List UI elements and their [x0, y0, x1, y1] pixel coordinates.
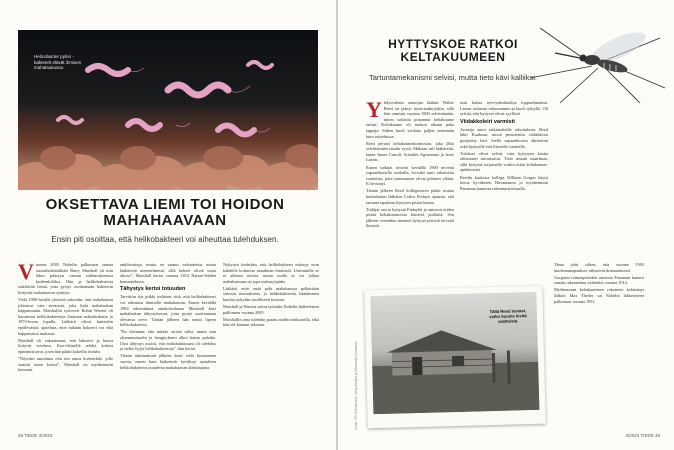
- paragraph: Tämän jälkeen Reed kollegoineen päätti testata kuubalaisen lääkärin Carlos Finlayn ajatusta, että tartunta tapahtuu hyttysen piston kautta.: [366, 188, 454, 205]
- paragraph: ässä hoitaa terveydenhuoltoa loppuelämänsä. Lazear sairastui vakavammin ja kuoli syksyllä. Oli selvää, että hyttyset olivat syyllisiä.: [460, 100, 548, 117]
- paragraph: uonna 2005 Nobelin palkinnon saanut australialaislääkäri Barry Marshall oli niin lähes pääsyyn omaan tutkimukseensa koehenkilöksi. Hän ja helikobakteeria sisältävää lientä, jotta pystyi osoittamaan bakteerin liittyvän mahahaavan syntyyn.: [18, 262, 113, 295]
- article-column-3: [554, 262, 644, 306]
- paragraph: Vielä 1980-luvulla yleisesti uskottiin, että mahahaavat johtuivat vain stressistä, joka lisää mahalaukun happamuutta. Marshallin työtoveri Robin Warren oli havainnut helikobakteereja ihmisten mahalaukusta jo 1970-luvun lopulla. Lääkärit olivat kuitenkin epäileväisiä: ajateltiin, ettei mikään bakteeri voi elää happamassa mahassa.: [18, 297, 113, 336]
- article-title: HYTTYSKOE RATKOI KELTAKUUMEEN: [388, 37, 518, 64]
- mosquito-illustration: [520, 8, 670, 108]
- page-folio: 3/2023 TIEDE 49: [625, 433, 660, 438]
- article-deck: Ensin piti osoittaa, että helikobakteeri voi aiheuttaa tulehduksen.: [51, 235, 279, 244]
- section-subheading: Tähystys kertoi totuuden: [120, 286, 186, 293]
- bacteria-illustration: [18, 30, 318, 190]
- article-column-3: [223, 262, 319, 330]
- section-subheading: Viidakkoleiri varmisti: [460, 118, 515, 125]
- paragraph: ”Nöyrästi sanottuna olin itse ainoa koehenkilö, jolle saatoin asian kertoa”, Marshall on myöhemmin kertonut.: [18, 356, 113, 373]
- photo-caption: Tällä Reed testasi, voiko kuume levitä vaatteista.: [489, 308, 527, 324]
- paragraph: Lääkärit eivät enää pidä mahahaavaa pelkästään stressin seurauksena, ja helikobakteerin häätäminen kuuluu nykyään tavalliseen hoitoon.: [223, 285, 319, 303]
- paragraph: Marshall ja Warren saivat työstään Nobelin lääketieteen palkinnon vuonna 2005.: [223, 304, 319, 315]
- paragraph: Nykyisin tiedetään, että helikobakteeri esiintyy noin kahdella kolmesta maailman ihmisistä. Useimmille se ei aiheuta oireita, mutta osalla se voi johtaa mahahaavaan tai jopa mahasyöpään.: [223, 262, 319, 284]
- paragraph: Reed perusti keltakuumekomission, joka lähti selvittämään taudin syytä. Mukaan tuli lääkäreitä, kuten James Carroll, Aristides Agramonte ja Jesse Lazear.: [366, 140, 454, 163]
- historical-photo: [364, 286, 546, 429]
- paragraph: Gorgasin toimenpiteiden ansiosta Panaman kanava saatiin rakennettua valmiiksi vuonna 1914.: [554, 274, 644, 286]
- paragraph: Tämän tutkimuksen jälkeen kesti vielä kymmenen vuotta, ennen kuin lääketiede hyväksyi ajatuksen helikobakteerin osuudesta mahahaavan aiheuttajana.: [120, 353, 216, 370]
- paragraph: Armeija antoi tutkimuksille rahoituksen. Reed lähti Kuubaan, missä perustettiin viidakkoon pystytetty leiri. Siellä vapaaehtoisia altistettiin sekä hyttysille että likaisille vaatteille.: [460, 126, 548, 149]
- paragraph: Tulokset olivat selvät: vain hyttysten kautta altistuneet sairastuivat. Tieto muutti maailmaa, sillä hyttysiä torjumalla voitiin estää keltakuume-epidemioita.: [460, 150, 548, 173]
- left-page: [0, 0, 336, 450]
- article-column-1: [18, 259, 113, 374]
- paragraph: Tarvittiin siis piikki todisteet siitä, että helikobakteeri voi aiheuttaa ihmiselle mahahaavan. Ennen keväällä 1984 tekemäänsä omakokeiluaan Marshall kävi mahalaukun tähystyksessä, jotta pystyi osoittamaan olevansa terve. Tämän jälkeen hän nautti lipeyn helikobakteeria.: [120, 294, 216, 328]
- article-deck: Tartuntamekanismi selvisi, mutta tieto kävi kalliiksi.: [369, 73, 537, 82]
- paragraph: Marshallin oma tulehdus parani antibioottikuurilla, eikä hän ole katunut tekoaan.: [223, 316, 319, 328]
- article-title: OKSETTAVA LIEMI TOI HOIDON MAHAHAAVAAN: [45, 196, 285, 229]
- paragraph: Tutkijat saivat hyttysiä Finlayltä ja antoivat niiden pistää keltakuumeesta kärsiviä potilaita. Sen jälkeen vereenkin imeneet hyttyset pistivät terveitä ihmisiä.: [366, 206, 454, 229]
- article-column-1: [366, 97, 454, 231]
- paragraph: Ennen tutkijat tiesivät keväällä 1900 tervettä vapaaehtoisilla sotilailla, levisikö tauti tahraisista vaatteista, joita sairastuneet olivat pitäneet yllään. Ei levinnyt.: [366, 164, 454, 187]
- page-folio: 48 TIEDE 3/2023: [18, 433, 53, 438]
- article-column-2: [120, 262, 216, 372]
- article-column-2: [460, 100, 548, 193]
- paragraph: Reedin kuuluisa kollega William Gorgas käytti tietoa hyväkseen Havannassa ja myöhemmin Panaman kanavan rakennustyömaalla.: [460, 174, 548, 191]
- paragraph: Tämä johti siihen, että vuonna 1903 kuolemantapaukset vähenivät dramaattisesti.: [554, 262, 644, 273]
- paragraph: ”En olettanut, että mitään oireita tulisi, mutta sain oksennustaudin ja hengitykseni alkoi haista pahalta. Uusi tähystys osoitti, että mahalaukussani oli tulehdus ja sieltä löytyi helikobakteereja”, hän kertoi.: [120, 329, 216, 352]
- paragraph: antibiootteja, mutta en saanut vakuutettua muita lääkäreitä menetelmästä, sillä kokeet olivat vasta alussa”, Marshall kertoi vuonna 2014 Nature-lehden haastattelussa.: [120, 262, 216, 284]
- paragraph: hdysvaltain armeijan lääkäri Walter Reed on jäänyt historiankirjoihin, sillä hän onnistui vuonna 1900 selvittämään, miten sotilaita piinannut keltakuume tarttui. Keltakuume oli tuohon aikaan paha tappaja. Siihen kuoli sotilaita paljon enemmän kuin taisteluissa.: [366, 100, 454, 139]
- drop-cap: V: [18, 259, 34, 284]
- paragraph: Marshall oli vakuuttunut, että bakteeri ja haava liittyvät toisiinsa. Koe-eläimillä tehdyt kokeet epäonnistuivat, joten hän päätti kokeilla itseään.: [18, 337, 113, 354]
- paragraph: Myöhemmin keltakuumeen rokotteen kehittänyt lääkäri Max Theiler sai Nobelin lääketieteen palkinnon vuonna 1951.: [554, 287, 644, 304]
- image-credit: Kuvat: SPL/Mostphotos, Getty Images ja Wikimedia Commons: [354, 341, 358, 430]
- image-caption: Helicobacter pylori -bakteerit elävät ihmisen mahalaukussa.: [34, 54, 82, 70]
- right-page: [338, 0, 674, 450]
- drop-cap: Y: [366, 97, 382, 122]
